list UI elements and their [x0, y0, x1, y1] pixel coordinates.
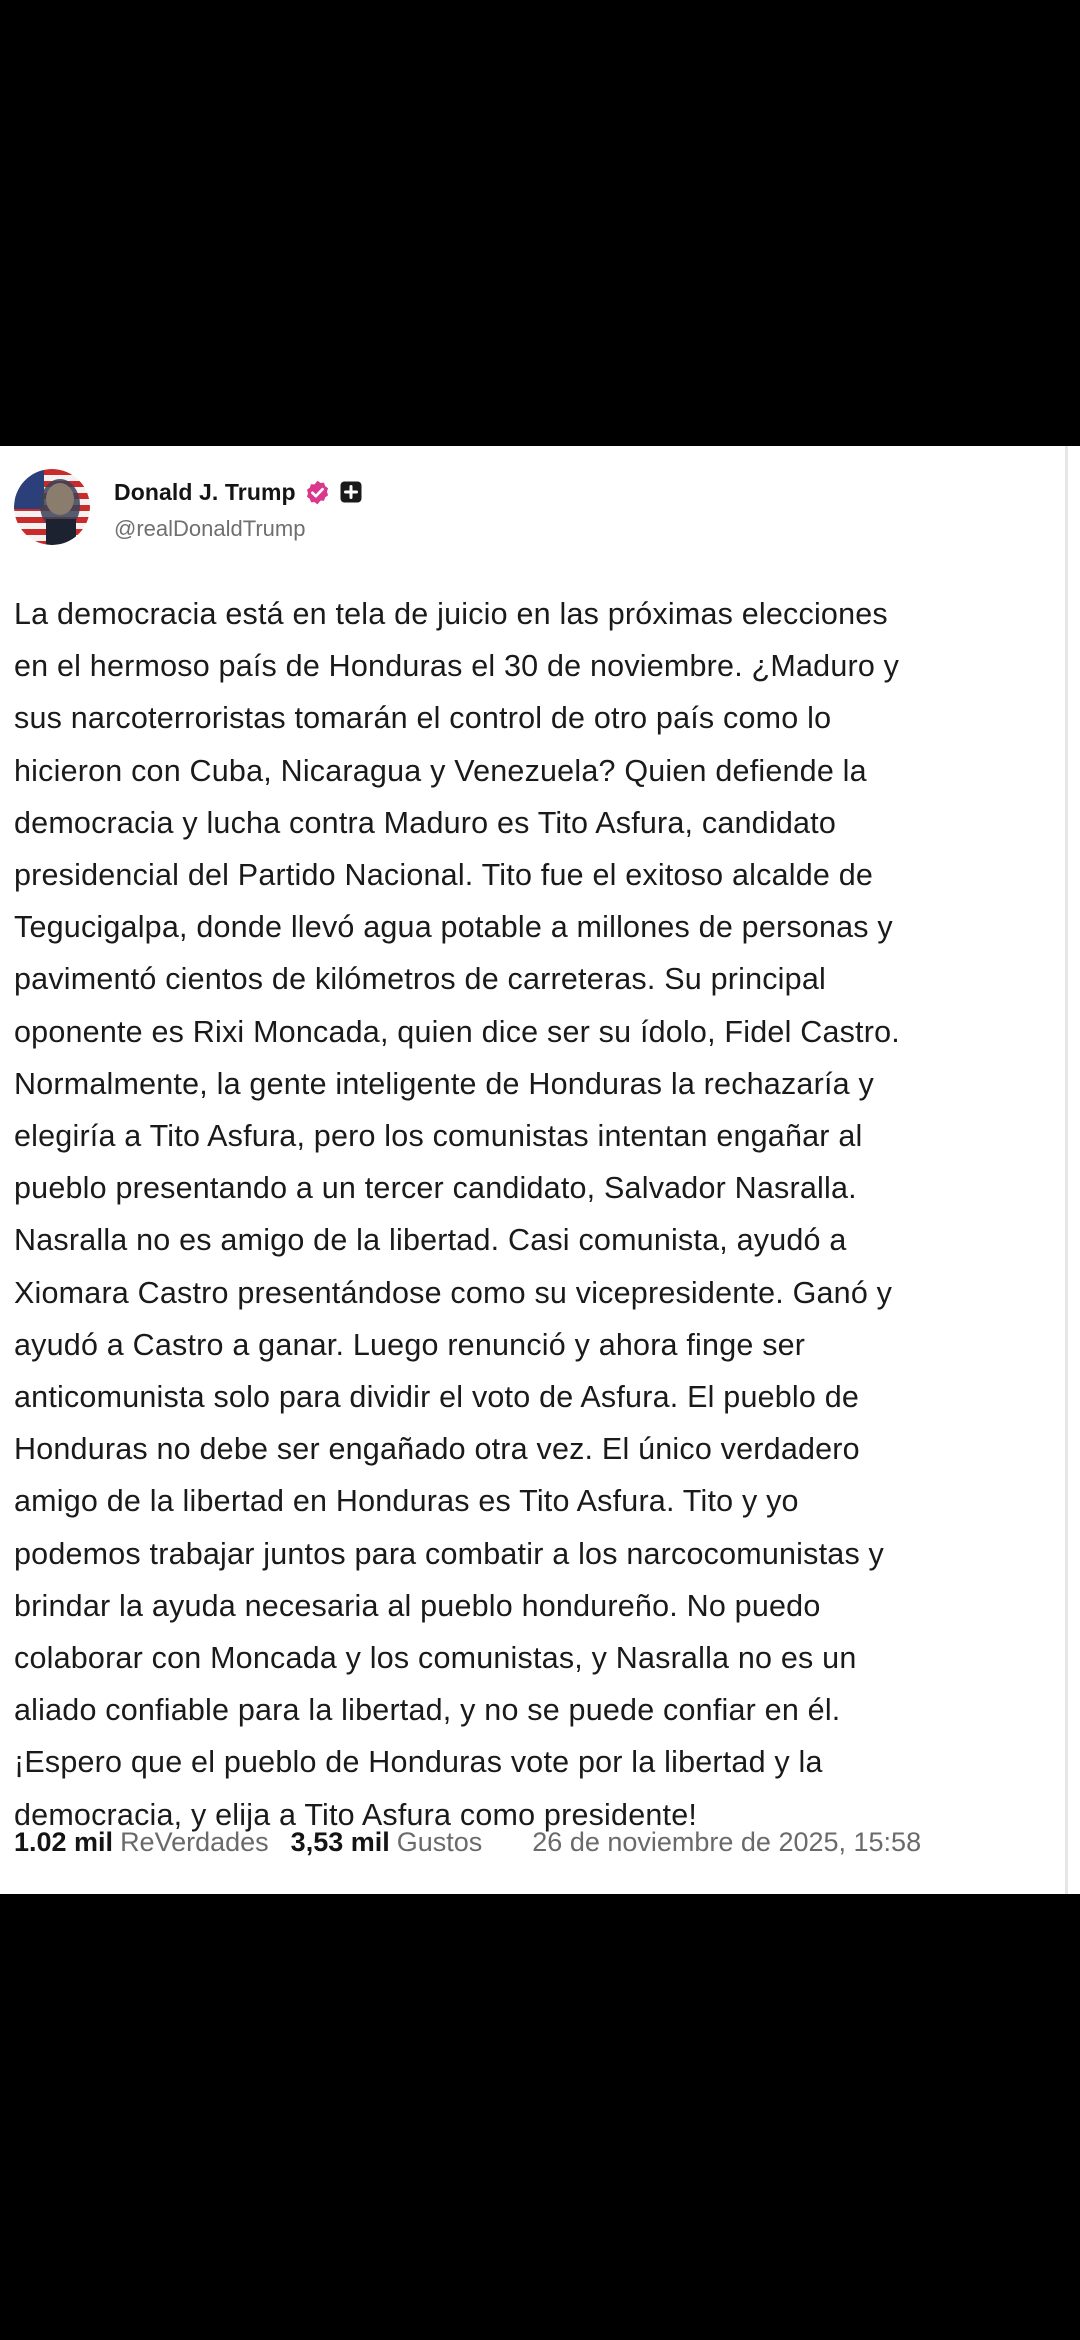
post-text-line: oponente es Rixi Moncada, quien dice ser su ídolo, Fidel Castro.	[14, 1014, 900, 1049]
post-text-line: colaborar con Moncada y los comunistas, y Nasralla no es un	[14, 1641, 857, 1676]
post-text-line: democracia, y elija a Tito Asfura como presidente!	[14, 1797, 698, 1832]
post-text-line: anticomunista solo para dividir el voto de Asfura. El pueblo de	[14, 1380, 860, 1415]
verified-badge-icon	[304, 479, 331, 506]
post-body	[14, 588, 1044, 1841]
post-text-line: elegiría a Tito Asfura, pero los comunistas intentan engañar al	[14, 1119, 863, 1154]
post-text-line: Normalmente, la gente inteligente de Honduras la rechazaría y	[14, 1066, 874, 1101]
post-card	[0, 446, 1080, 1894]
author-name-row	[114, 472, 363, 512]
author-handle[interactable]: @realDonaldTrump	[114, 516, 306, 541]
post-text-line: ayudó a Castro a ganar. Luego renunció y ahora finge ser	[14, 1327, 806, 1362]
post-text-line: sus narcoterroristas tomarán el control de otro país como lo	[14, 701, 832, 736]
reposts-label[interactable]: ReVerdades	[120, 1826, 269, 1857]
post-text-line: pueblo presentando a un tercer candidato, Salvador Nasralla.	[14, 1171, 857, 1206]
post-text-line: Honduras no debe ser engañado otra vez. El único verdadero	[14, 1432, 860, 1467]
post-text-line: aliado confiable para la libertad, y no se puede confiar en él.	[14, 1693, 841, 1728]
post-text-line: brindar la ayuda necesaria al pueblo hondureño. No puedo	[14, 1588, 821, 1623]
author-display-name[interactable]: Donald J. Trump	[114, 478, 296, 505]
post-text-line: amigo de la libertad en Honduras es Tito Asfura. Tito y yo	[14, 1484, 799, 1519]
post-timestamp[interactable]: 26 de noviembre de 2025, 15:58	[532, 1826, 922, 1857]
reposts-count[interactable]: 1.02 mil	[14, 1826, 114, 1857]
likes-count[interactable]: 3,53 mil	[290, 1826, 390, 1857]
plus-square-icon[interactable]	[339, 480, 363, 504]
post-text-line: ¡Espero que el pueblo de Honduras vote por la libertad y la	[14, 1745, 823, 1780]
post-text-line: podemos trabajar juntos para combatir a los narcocomunistas y	[14, 1536, 885, 1571]
post-text-line: hicieron con Cuba, Nicaragua y Venezuela? Quien defiende la	[14, 753, 867, 788]
post-text-line: en el hermoso país de Honduras el 30 de noviembre. ¿Maduro y	[14, 649, 900, 684]
avatar[interactable]	[14, 469, 90, 545]
card-edge-divider	[1065, 446, 1068, 1894]
likes-label[interactable]: Gustos	[396, 1826, 483, 1857]
post-text-line: La democracia está en tela de juicio en las próximas elecciones	[14, 597, 888, 631]
post-text-line: pavimentó cientos de kilómetros de carreteras. Su principal	[14, 962, 826, 997]
post-stats	[14, 1818, 921, 1866]
post-header	[14, 462, 363, 552]
post-text-line: presidencial del Partido Nacional. Tito fue el exitoso alcalde de	[14, 858, 874, 893]
post-text-line: democracia y lucha contra Maduro es Tito Asfura, candidato	[14, 805, 836, 840]
post-text-line: Xiomara Castro presentándose como su vicepresidente. Ganó y	[14, 1275, 893, 1310]
author-block	[114, 472, 363, 542]
post-text-line: Tegucigalpa, donde llevó agua potable a millones de personas y	[14, 910, 893, 945]
post-text-line: Nasralla no es amigo de la libertad. Casi comunista, ayudó a	[14, 1223, 847, 1258]
